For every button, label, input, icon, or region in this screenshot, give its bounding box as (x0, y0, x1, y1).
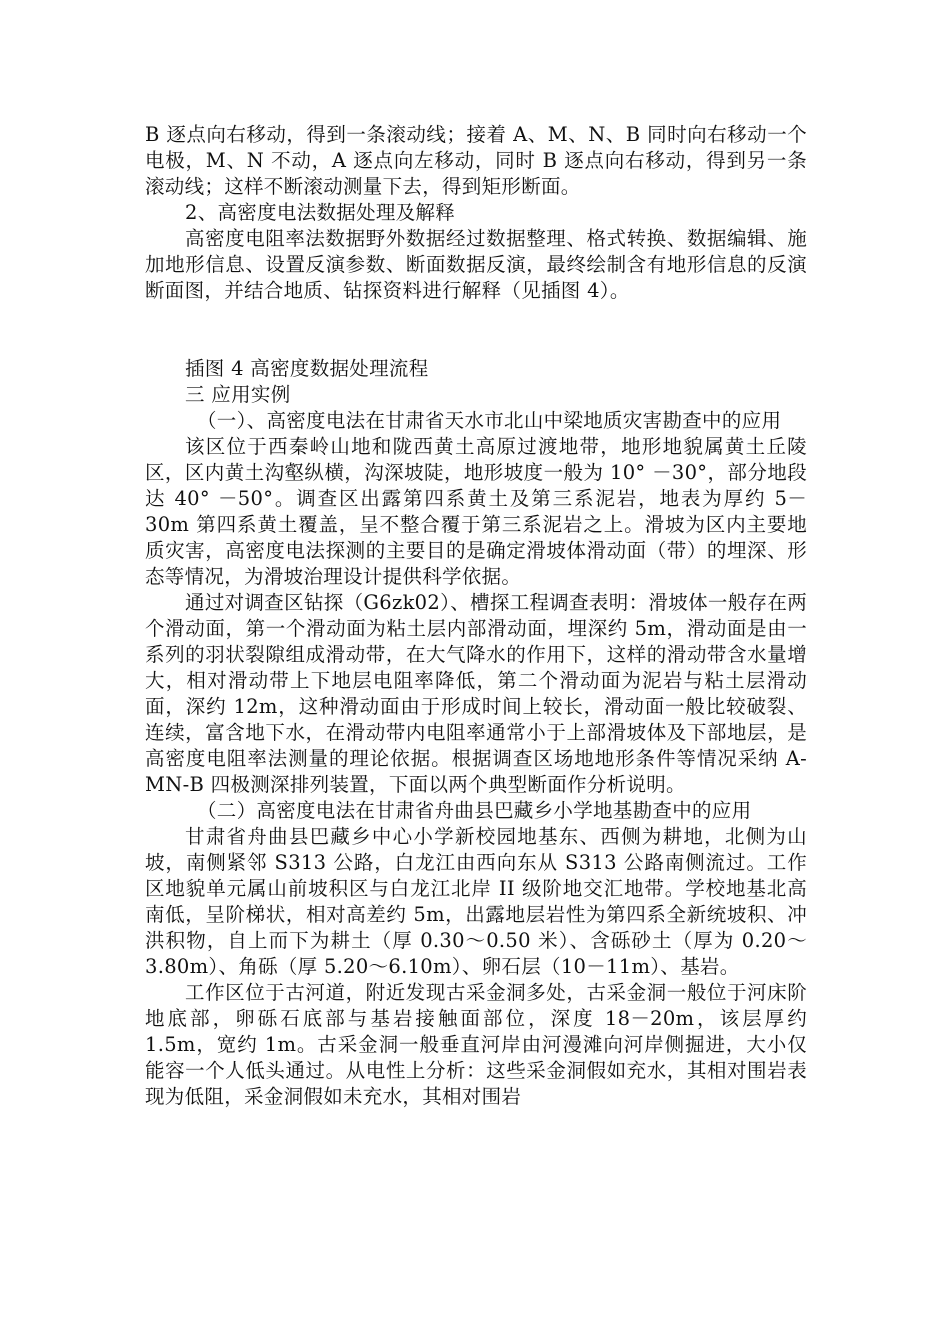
paragraph-data-processing: 高密度电阻率法数据野外数据经过数据整理、格式转换、数据编辑、施加地形信息、设置反演参数、断面数据反演，最终绘制含有地形信息的反演断面图，并结合地质、钻探资料进行解释（见插图 4）。 (145, 227, 807, 302)
document-body (145, 122, 807, 1110)
paragraph-slide-surfaces: 通过对调查区钻探（G6zk02）、槽探工程调查表明：滑坡体一般存在两个滑动面，第一个滑动面为粘土层内部滑动面，埋深约 5m，滑动面是由一系列的羽状裂隙组成滑动带，在大气降水的作用下，这样的滑动带含水量增大，相对滑动带上下地层电阻率降低，第二个滑动面为泥岩与粘土层滑动面，深约 12m，这种滑动面由于形成时间上较长，滑动面一般比较破裂、连续，富含地下水，在滑动带内电阻率通常小于上部滑坡体及下部地层，是高密度电阻率法测量的理论依据。根据调查区场地地形条件等情况采纳 A-MN-B 四极测深排列装置，下面以两个典型断面作分析说明。 (145, 591, 807, 796)
paragraph-zhouqu-site: 甘肃省舟曲县巴藏乡中心小学新校园地基东、西侧为耕地，北侧为山坡，南侧紧邻 S313 公路，白龙江由西向东从 S313 公路南侧流过。工作区地貌单元属山前坡积区与白龙江北岸 II 级阶地交汇地带。学校地基北高南低，呈阶梯状，相对高差约 5m，出露地层岩性为第四系全新统坡积、冲洪积物，自上而下为耕土（厚 0.30～0.50 米）、含砾砂土（厚为 0.20～3.80m）、角砾（厚 5.20～6.10m）、卵石层（10－11m）、基岩。 (145, 825, 807, 978)
figure-caption: 插图 4 高密度数据处理流程 (185, 357, 429, 380)
subsection-heading-tianshui: （一）、高密度电法在甘肃省天水市北山中梁地质灾害勘查中的应用 (197, 409, 782, 432)
paragraph-rolling-measurement: B 逐点向右移动，得到一条滚动线；接着 A、M、N、B 同时向右移动一个电极，M、N 不动，A 逐点向左移动，同时 B 逐点向右移动，得到另一条滚动线；这样不断滚动测量下去，得到矩形断面。 (145, 123, 807, 198)
paragraph-gold-mining-tunnels: 工作区位于古河道，附近发现古采金洞多处，古采金洞一般位于河床阶地底部，卵砾石底部与基岩接触面部位，深度 18－20m，该层厚约 1.5m，宽约 1m。古采金洞一般垂直河岸由河漫滩向河岸侧掘进，大小仅能容一个人低头通过。从电性上分析：这些采金洞假如充水，其相对围岩表现为低阻，采金洞假如未充水，其相对围岩 (145, 981, 807, 1108)
figure-placeholder-gap (145, 304, 807, 356)
section-heading-application-examples: 三 应用实例 (185, 383, 291, 406)
subsection-heading-zhouqu: （二）高密度电法在甘肃省舟曲县巴藏乡小学地基勘查中的应用 (197, 799, 752, 822)
section-heading-data-processing: 2、高密度电法数据处理及解释 (185, 201, 456, 224)
paragraph-tianshui-geology: 该区位于西秦岭山地和陇西黄土高原过渡地带，地形地貌属黄土丘陵区，区内黄土沟壑纵横，沟深坡陡，地形坡度一般为 10° －30°，部分地段达 40° －50°。调查区出露第四系黄土及第三系泥岩，地表为厚约 5－30m 第四系黄土覆盖，呈不整合覆于第三系泥岩之上。滑坡为区内主要地质灾害，高密度电法探测的主要目的是确定滑坡体滑动面（带）的埋深、形态等情况，为滑坡治理设计提供科学依据。 (145, 435, 807, 588)
